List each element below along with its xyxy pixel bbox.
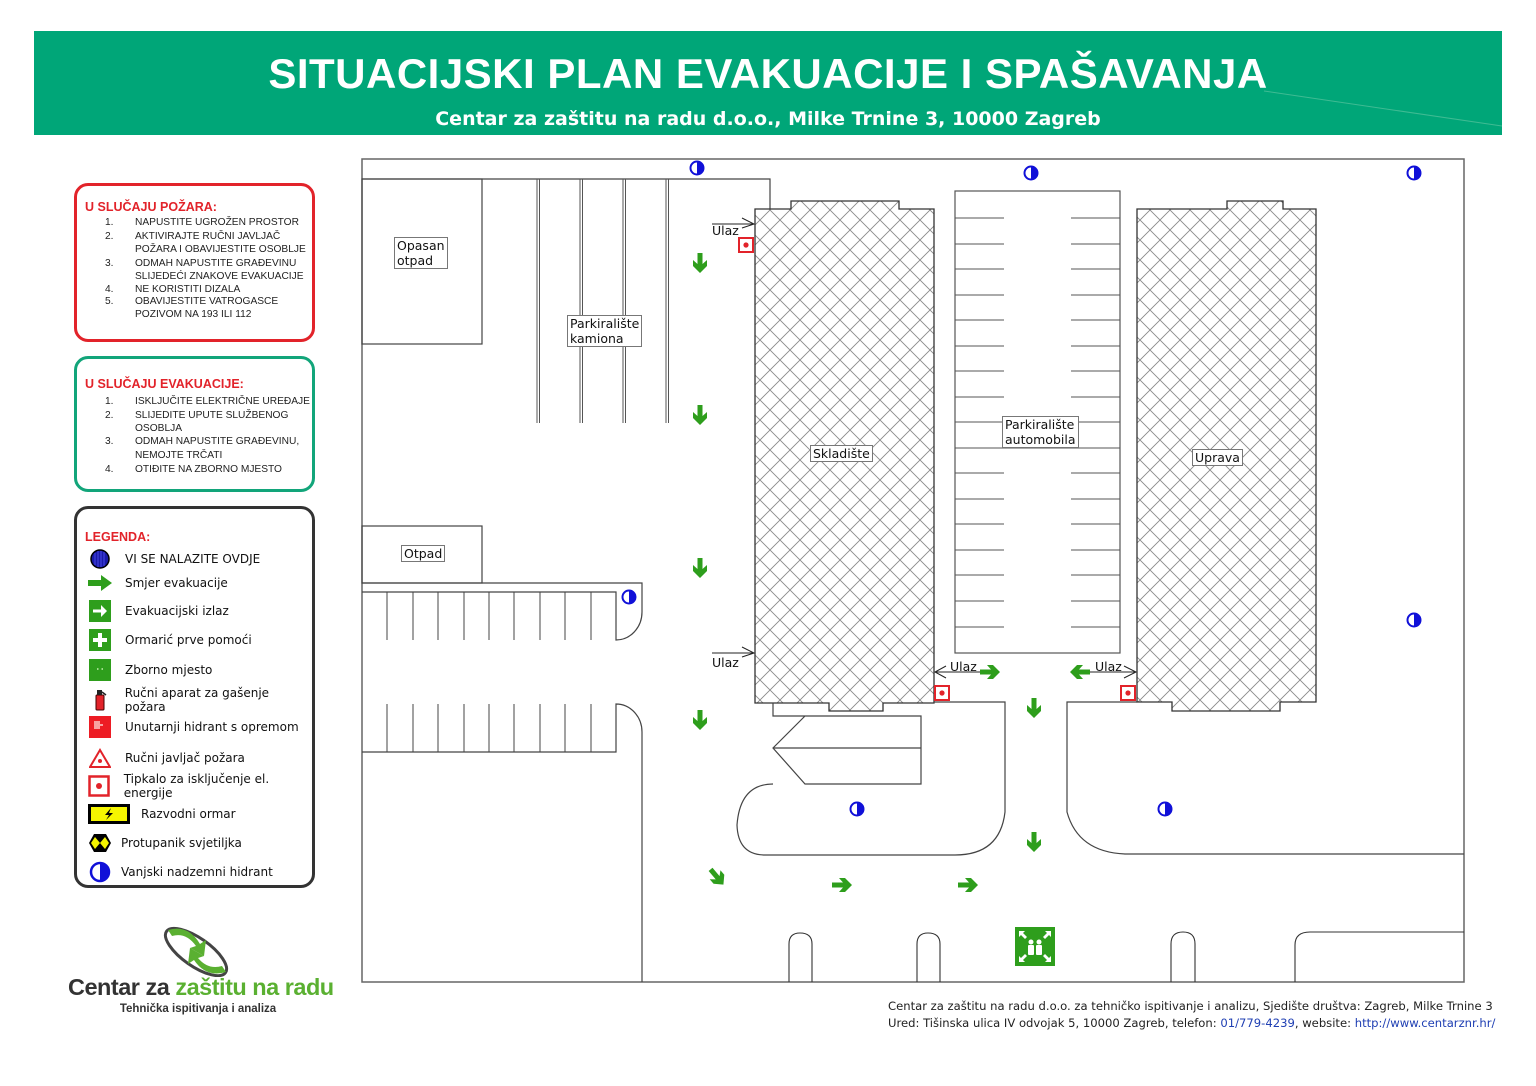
legend-label: Evakuacijski izlaz <box>125 604 229 618</box>
item-text: ODMAH NAPUSTITE GRAĐEVINU, <box>135 436 300 447</box>
label-line: Opasan <box>397 238 445 253</box>
legend-label: Razvodni ormar <box>141 807 236 821</box>
evacuation-arrow-icon <box>980 665 1000 679</box>
hazardous-waste-label <box>394 237 448 269</box>
evacuation-arrow-icon <box>693 558 707 578</box>
page-title: SITUACIJSKI PLAN EVAKUACIJE I SPAŠAVANJA <box>268 50 1268 97</box>
car-parking-label <box>1002 416 1079 448</box>
evacuation-arrow-icon <box>1070 665 1090 679</box>
truck-parking-lines <box>537 179 669 423</box>
legend-label: Vanjski nadzemni hidrant <box>121 865 273 879</box>
legend-title: LEGENDA: <box>85 530 151 544</box>
warehouse-label: Skladište <box>810 445 873 462</box>
item-number: 1. <box>105 396 114 407</box>
item-text: NAPUSTITE UGROŽEN PROSTOR <box>135 217 299 228</box>
legend-label: Unutarnji hidrant s opremom <box>125 720 299 734</box>
legend-label: Ormarić prve pomoći <box>125 633 252 647</box>
item-text: OSOBLJA <box>135 423 182 434</box>
entrance-label: Ulaz <box>1095 659 1122 674</box>
logo-name-green: zaštitu na radu <box>175 974 334 1000</box>
power-cutoff-button-icon <box>739 238 753 252</box>
outdoor-hydrant-icon <box>623 591 636 604</box>
evacuation-arrow-icon <box>693 253 707 273</box>
right-island <box>1067 702 1464 854</box>
truck-parking-label <box>567 315 642 347</box>
left-parking-upper-lines <box>387 592 591 640</box>
item-text: POZIVOM NA 193 ILI 112 <box>135 308 252 320</box>
legend-label: Zborno mjesto <box>125 663 213 677</box>
legend-label: VI SE NALAZITE OVDJE <box>125 552 261 566</box>
outdoor-hydrant-icon <box>1159 803 1172 816</box>
item-number: 4. <box>105 283 114 295</box>
outdoor-hydrant-icon <box>1025 167 1038 180</box>
power-cutoff-button-icon <box>935 686 949 700</box>
logo-tagline: Tehnička ispitivanja i analiza <box>119 1003 277 1015</box>
item-text: AKTIVIRAJTE RUČNI JAVLJAČ <box>135 230 281 242</box>
legend-label: Tipkalo za isključenje el. energije <box>123 772 270 800</box>
footer-address: Ured: Tišinska ulica IV odvojak 5, 10000 Zagreb, telefon: <box>888 1016 1221 1030</box>
evacuation-arrow-icon <box>1027 832 1041 852</box>
label-line: Parkiralište <box>1005 417 1075 432</box>
outdoor-hydrant-icon <box>1408 167 1421 180</box>
item-text: SLIJEDITE UPUTE SLUŽBENOG <box>135 410 289 421</box>
assembly-point-icon <box>1015 927 1055 966</box>
footer-phone-link[interactable]: 01/779-4239 <box>1220 1016 1295 1030</box>
item-text: POŽARA I OBAVIJESTITE OSOBLJE <box>135 244 306 255</box>
outdoor-hydrant-icon <box>851 803 864 816</box>
item-number: 3. <box>105 436 114 447</box>
evacuation-arrow-icon <box>705 865 729 889</box>
footer-website-link[interactable]: http://www.centarznr.hr/ <box>1354 1016 1496 1030</box>
footer-line-1: Centar za zaštitu na radu d.o.o. za tehničko ispitivanje i analizu, Sjedište društva: Zagreb, Milke Trnine 3 <box>888 999 1493 1013</box>
item-text: ISKLJUČITE ELEKTRIČNE UREĐAJE <box>135 396 310 407</box>
entrance-label: Ulaz <box>950 659 977 674</box>
outdoor-hydrant-icon <box>691 162 704 175</box>
evacuation-arrow-icon <box>693 710 707 730</box>
item-number: 2. <box>105 410 114 421</box>
fire-instructions-title: U SLUČAJU POŽARA: <box>85 200 217 214</box>
legend-label: Ručni aparat za gašenje požara <box>124 686 270 714</box>
power-cutoff-button-icon <box>1121 686 1135 700</box>
legend-label: Protupanik svjetiljka <box>121 836 242 850</box>
item-text: OTIĐITE NA ZBORNO MJESTO <box>135 464 282 475</box>
item-text: ODMAH NAPUSTITE GRAĐEVINU <box>135 257 297 269</box>
evacuation-arrow-icon <box>693 405 707 425</box>
label-line: Parkiralište <box>570 316 640 331</box>
entrance-label: Ulaz <box>712 655 739 670</box>
waste-label: Otpad <box>401 545 445 562</box>
center-island <box>737 702 1005 855</box>
outdoor-hydrant-icon <box>1408 614 1421 627</box>
evacuation-arrow-icon <box>958 878 978 892</box>
logo-name-dark: Centar za <box>68 974 176 1000</box>
footer-separator: , website: <box>1294 1016 1355 1030</box>
label-line: otpad <box>397 253 434 268</box>
item-text: NE KORISTITI DIZALA <box>135 283 241 295</box>
evacuation-instructions-title: U SLUČAJU EVAKUACIJE: <box>85 377 244 391</box>
item-text: SLIJEDEĆI ZNAKOVE EVAKUACIJE <box>135 271 304 282</box>
entrance-label: Ulaz <box>712 223 739 238</box>
evacuation-arrow-icon <box>1027 698 1041 718</box>
label-line: kamiona <box>570 331 624 346</box>
legend-label: Ručni javljač požara <box>125 751 245 765</box>
item-number: 2. <box>105 230 114 242</box>
item-text: OBAVIJESTITE VATROGASCE <box>135 296 279 307</box>
item-number: 5. <box>105 296 114 307</box>
item-text: NEMOJTE TRČATI <box>135 450 223 461</box>
legend-label: Smjer evakuacije <box>125 576 228 590</box>
item-number: 4. <box>105 464 114 475</box>
administration-label: Uprava <box>1192 449 1243 466</box>
label-line: automobila <box>1005 432 1076 447</box>
page-subtitle: Centar za zaštitu na radu d.o.o., Milke Trnine 3, 10000 Zagreb <box>435 108 1101 130</box>
evacuation-arrow-icon <box>832 878 852 892</box>
item-number: 1. <box>105 217 114 228</box>
left-parking-lower-lines <box>387 704 591 752</box>
item-number: 3. <box>105 257 114 269</box>
